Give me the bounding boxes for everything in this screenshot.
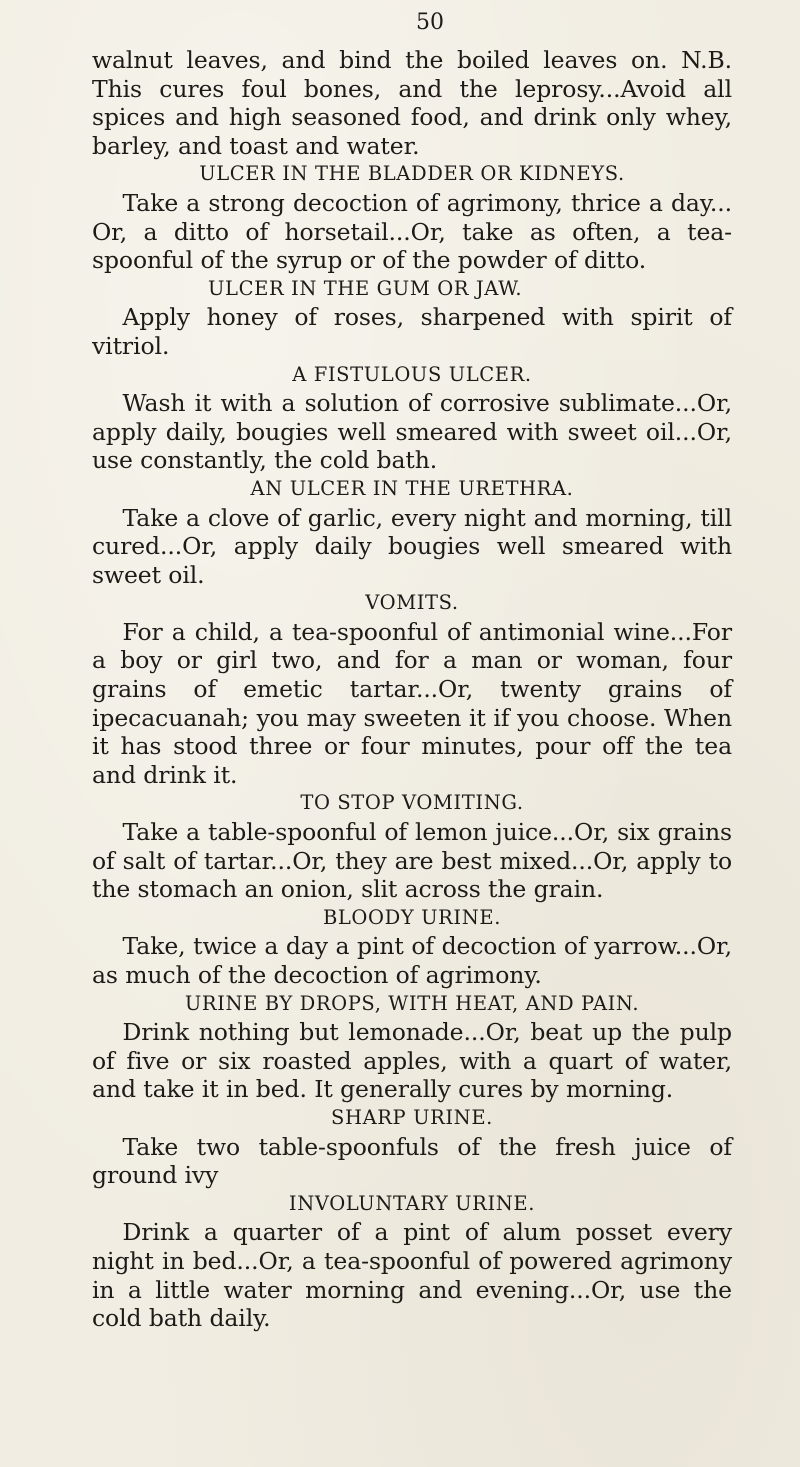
- heading-bloody-urine: BLOODY URINE.: [322, 905, 502, 929]
- paragraph-ulcer-gum-jaw: Apply honey of roses, sharpened with spirit of vitriol.: [92, 303, 732, 360]
- heading-involuntary-urine: INVOLUNTARY URINE.: [288, 1191, 536, 1215]
- heading-vomits: VOMITS.: [365, 591, 459, 615]
- heading-ulcer-bladder-kidneys: ULCER IN THE BLADDER OR KIDNEYS.: [199, 162, 625, 186]
- paragraph-bloody-urine: Take, twice a day a pint of decoction of yarrow...Or, as much of the decoction of agrimony.: [92, 932, 732, 989]
- paragraph-vomits: For a child, a tea-spoonful of antimonial wine...For a boy or girl two, and for a man or woman, four grains of emetic tartar...Or, twenty grains of ipecacuanah; you may sweeten it if you choose. When it has stood three or four minutes, pour off the tea and drink it.: [92, 617, 732, 789]
- heading-fistulous-ulcer: A FISTULOUS ULCER.: [292, 362, 532, 386]
- heading-urine-by-drops: URINE BY DROPS, WITH HEAT, AND PAIN.: [184, 991, 640, 1015]
- paragraph-fistulous-ulcer: Wash it with a solution of corrosive sublimate...Or, apply daily, bougies well smeared with sweet oil...Or, use constantly, the cold bath.: [92, 389, 732, 475]
- paragraph-urine-by-drops: Drink nothing but lemonade...Or, beat up the pulp of five or six roasted apples, with a quart of water, and take it in bed. It generally cures by morning.: [92, 1018, 732, 1104]
- text-column: [92, 8, 732, 1333]
- paragraph-sharp-urine: Take two table-spoonfuls of the fresh juice of ground ivy: [92, 1132, 732, 1190]
- heading-to-stop-vomiting: TO STOP VOMITING.: [300, 791, 524, 815]
- heading-ulcer-urethra: AN ULCER IN THE URETHRA.: [250, 476, 574, 500]
- paragraph-ulcer-bladder-kidneys: Take a strong decoction of agrimony, thrice a day... Or, a ditto of horsetail...Or, take as often, a tea-spoonful of the syrup or of the powder of ditto.: [92, 188, 732, 275]
- page-number: 50: [416, 10, 444, 35]
- heading-ulcer-gum-jaw: ULCER IN THE GUM OR JAW.: [208, 276, 523, 300]
- paragraph-ulcer-urethra: Take a clove of garlic, every night and morning, till cured...Or, apply daily bougies well smeared with sweet oil.: [92, 503, 732, 589]
- heading-sharp-urine: SHARP URINE.: [331, 1105, 493, 1129]
- intro-paragraph: walnut leaves, and bind the boiled leaves on. N.B. This cures foul bones, and the leprosy...Avoid all spices and high seasoned food, and drink only whey, barley, and toast and water.: [92, 46, 732, 160]
- paragraph-involuntary-urine: Drink a quarter of a pint of alum posset every night in bed...Or, a tea-spoonful of powered agrimony in a little water morning and evening...Or, use the cold bath daily.: [92, 1218, 732, 1333]
- paragraph-to-stop-vomiting: Take a table-spoonful of lemon juice...Or, six grains of salt of tartar...Or, they are best mixed...Or, apply to the stomach an onion, slit across the grain.: [92, 818, 732, 904]
